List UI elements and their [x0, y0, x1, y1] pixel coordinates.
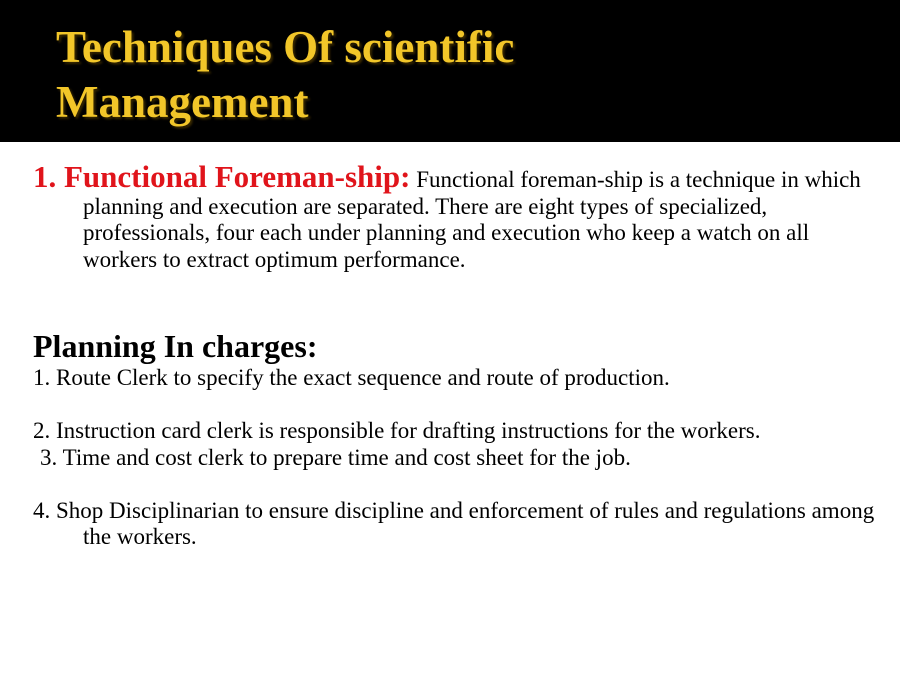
slide-title-line-2: Management [56, 77, 309, 127]
functional-foremanship-paragraph [33, 159, 883, 273]
planning-heading: Planning In charges: [33, 328, 318, 364]
planning-item-shop-disciplinarian: 4. Shop Disciplinarian to ensure discipline and enforcement of rules and regulations among the workers. [33, 497, 875, 549]
functional-foremanship-lead: 1. Functional Foreman-ship: [33, 159, 411, 194]
slide-content [33, 159, 883, 551]
planning-item-instruction-card-clerk: 2. Instruction card clerk is responsible for drafting instructions for the workers. [33, 418, 761, 443]
planning-item-time-cost-clerk: 3. Time and cost clerk to prepare time and cost sheet for the job. [40, 444, 631, 470]
slide-title [56, 20, 514, 130]
functional-foremanship-text: Functional foreman-ship is a technique in which planning and execution are separated. There are eight types of specialized, professionals, four each under planning and execution who keep a watch on all workers to extract optimum performance. [83, 167, 861, 272]
slide-title-line-1: Techniques Of scientific [56, 22, 515, 72]
title-bar [0, 0, 900, 142]
planning-item-route-clerk: 1. Route Clerk to specify the exact sequence and route of production. [33, 365, 670, 390]
